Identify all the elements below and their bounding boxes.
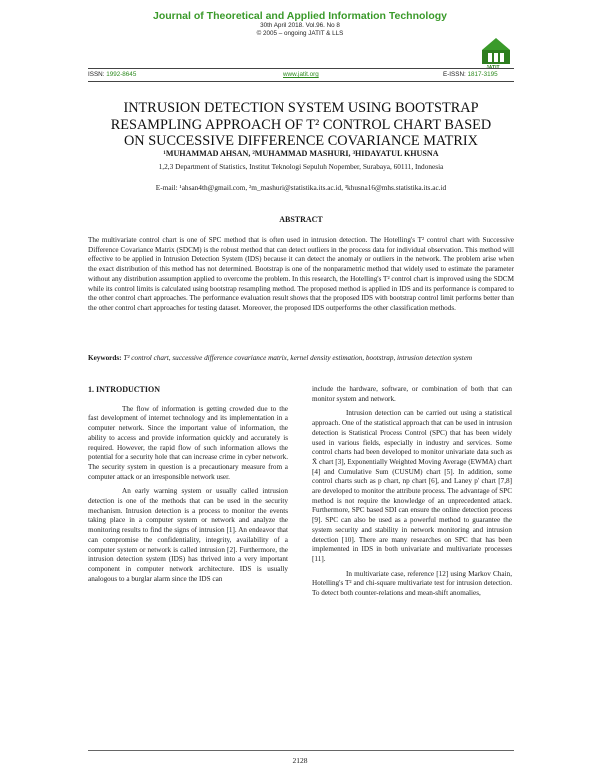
- journal-header: [0, 10, 600, 38]
- keywords: [88, 354, 514, 364]
- paragraph: Intrusion detection can be carried out using a statistical approach. One of the statistical approach that can be used in intrusion detection is Statistical Process Control (SPC) that has been widely used in various fields, especially in industry and services. Some control charts had been developed to monitor univariate data such as X̄ chart [3], Exponentially Weighted Moving Average (EWMA) chart [4] and Cumulative Sum (CUSUM) chart [5]. In addition, some control charts such as p chart, np chart [6], and Laney p' chart [7,8] are developed to monitor the attribute process. The advantage of SPC method is not require the knowledge of an unprecedented attack. Furthermore, SPC based SDI can ensure the online detection process [9]. SPC can also be used as a powerful method to guarantee the system security and stability in network monitoring and intrusion detection [10]. There are many researches on SPC that has been implemented in IDS in both univariate and multivariate processes [11].: [312, 409, 512, 563]
- header-rule-top: [88, 68, 514, 69]
- affiliation: 1,2,3 Department of Statistics, Institut Teknologi Sepuluh Nopember, Surabaya, 60111, Indonesia: [158, 162, 444, 171]
- title-line-2: RESAMPLING APPROACH OF T² CONTROL CHART BASED: [110, 116, 492, 133]
- eissn: [443, 71, 498, 78]
- title-line-1: INTRUSION DETECTION SYSTEM USING BOOTSTRAP: [123, 100, 479, 116]
- paper-title: [88, 100, 514, 150]
- email-list: E-mail: ¹ahsan4th@gmail.com, ²m_mashuri@statistika.its.ac.id, ³khusna16@mhs.statistika.its.ac.id: [155, 183, 447, 192]
- page-number: 2128: [292, 756, 308, 765]
- header-rule-bottom: [88, 81, 514, 82]
- site-text[interactable]: www.jatit.org: [283, 71, 319, 78]
- eissn-label: E-ISSN:: [443, 71, 468, 78]
- abstract-text: The multivariate control chart is one of SPC method that is often used in intrusion detection. The Hotelling's T² control chart with Successive Difference Covariance Matrix (SDCM) is the robust method that can detect outliers in the process data for individual observation. This method will effective to be applied in Intrusion Detection System (IDS) because it can detect the anomaly or outliers in the network. The problem arise when the exact distribution of this method has not determined. Bootstrap is one of the nonparametric method that widely used to estimate the parameter without any distribution assumption applied to overcome the problem. In this research, the Hotelling's T² control chart is improved using the SDCM while its control limits is calculated using bootstrap resampling method. The proposed method is applied in IDS and its performance is compared to the other control chart approaches. The performance evaluation result shows that the proposed IDS with bootstrap control limit performs better than the other control chart approaches for testing dataset. Moreover, the proposed IDS outperforms the other classification methods.: [88, 236, 514, 312]
- logo-text: JATIT: [486, 65, 500, 71]
- eissn-value: 1817-3195: [467, 71, 498, 78]
- section-heading: 1. INTRODUCTION: [88, 385, 161, 394]
- paragraph: In multivariate case, reference [12] using Markov Chain, Hotelling's T² and chi-square multivariate test for intrusion detection. To detect both counter-relations and mean-shift anomalies,: [312, 569, 512, 598]
- footer-rule: [88, 750, 514, 751]
- paragraph: An early warning system or usually called intrusion detection is one of the methods that can be used in the security mechanism. Intrusion detection is a process to monitor the events taking place in a computer system or network and analyze the monitoring results to find the signs of intrusion [1]. An endeavor that can compromise the confidentiality, integrity, availability of a computer system or network is called intrusion [2]. Furthermore, the intrusion detection system (IDS) has thrived into a very important component in computer network architecture. IDS is usually analogous to a burglar alarm since the IDS can: [88, 487, 288, 583]
- author-list: ¹MUHAMMAD AHSAN, ²MUHAMMAD MASHURI, ³HIDAYATUL KHUSNA: [163, 149, 439, 158]
- issn-label: ISSN:: [88, 71, 107, 78]
- keywords-text: T² control chart, successive difference covariance matrix, kernel density estimation, bootstrap, intrusion detection system: [123, 354, 473, 362]
- journal-issue: 30th April 2018. Vol.96. No 8: [260, 22, 340, 29]
- journal-copyright: © 2005 – ongoing JATIT & LLS: [256, 30, 344, 37]
- left-column: [88, 385, 288, 589]
- right-column: [312, 385, 512, 604]
- journal-title: Journal of Theoretical and Applied Information Technology: [152, 10, 447, 22]
- journal-site-link[interactable]: [283, 71, 319, 78]
- paragraph: The flow of information is getting crowded due to the fast development of internet technology and its implementation in a computer network. Since the important value of information, the ability to access and provide information quickly and accurately is required. However, the rapid flow of such information allows the potential for a security hole that can increase crime in cyber network. The security system in question is a precautionary measure from a computer attack or an irresponsible network user.: [88, 404, 288, 481]
- jatit-logo-icon: [480, 36, 512, 66]
- paragraph: include the hardware, software, or combination of both that can monitor system and network.: [312, 385, 512, 403]
- issn-value: 1992-8645: [106, 71, 137, 78]
- issn: [88, 71, 136, 78]
- title-line-3: ON SUCCESSIVE DIFFERENCE COVARIANCE MATRIX: [123, 133, 479, 149]
- keywords-label: Keywords:: [88, 354, 122, 362]
- abstract-heading: ABSTRACT: [279, 215, 323, 224]
